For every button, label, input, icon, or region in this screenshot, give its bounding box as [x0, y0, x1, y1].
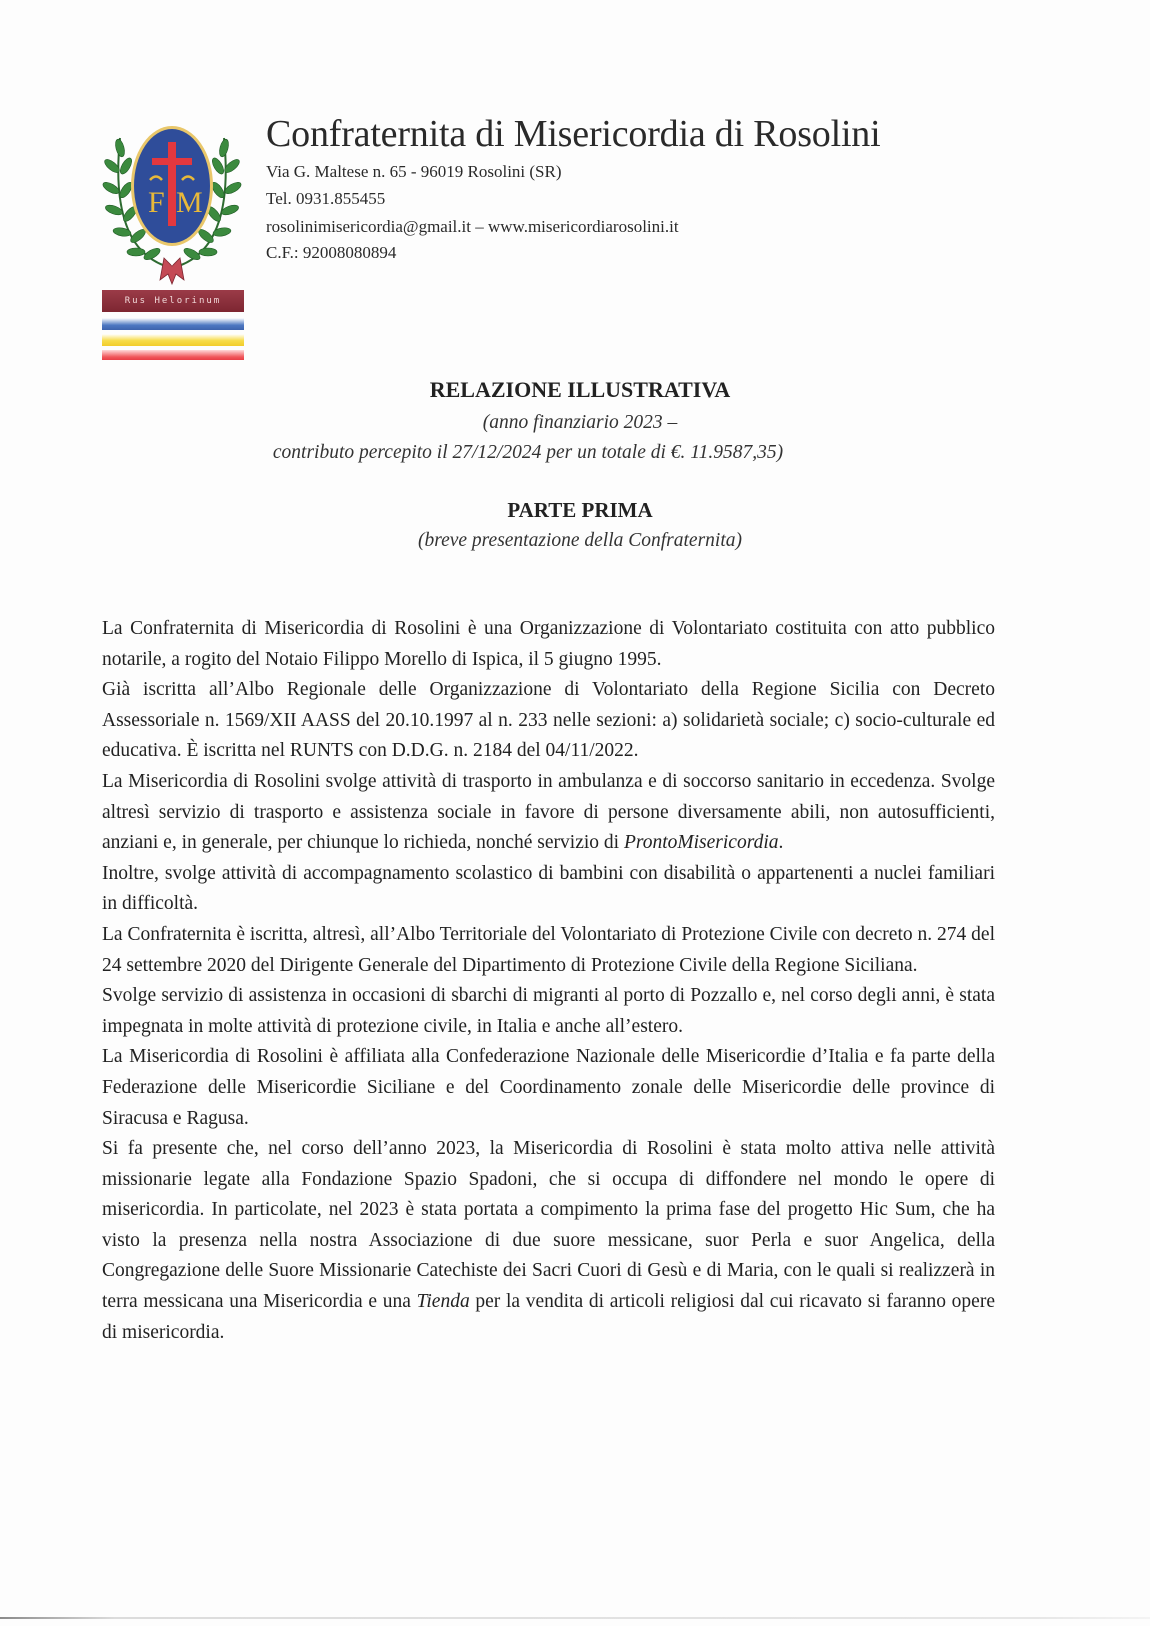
paragraph-italic: ProntoMisericordia — [623, 832, 779, 854]
document-subtitle-line1: (anno finanziario 2023 – — [482, 412, 678, 433]
logo-band-red — [102, 350, 244, 360]
paragraph: Inoltre, svolge attività di accompagnamento scolastico di bambini con disabilità o appartenenti a nuclei familiari in difficoltà. — [102, 862, 995, 915]
organization-phone: Tel. 0931.855455 — [266, 189, 386, 208]
document-body — [102, 614, 995, 1348]
organization-tax-code: C.F.: 92008080894 — [266, 243, 397, 262]
document-title: RELAZIONE ILLUSTRATIVA — [429, 377, 731, 402]
logo-letter-m: M — [176, 186, 203, 219]
paragraph — [102, 1134, 995, 1348]
paragraph-italic: Tienda — [416, 1291, 470, 1313]
section-subtitle: (breve presentazione della Confraternita) — [417, 530, 743, 551]
paragraph-text: per la vendita di articoli religiosi dal cui ricavato si faranno opere di misericordia. — [102, 1291, 995, 1343]
paragraph-text: Si fa presente che, nel corso dell’anno 2023, la Misericordia di Rosolini è stata molto attiva nelle attività missionarie legate alla Fondazione Spazio Spadoni, che si occupa di diffondere nel mondo le opere di misericordia. In particolate, nel 2023 è stata portata a compimento la prima fase del progetto Hic Sum, che ha visto la presenza nella nostra Associazione di due suore messicane, suor Perla e suor Angelica, della Congregazione delle Suore Missionarie Catechiste dei Sacri Cuori di Gesù e di Maria, con le quali si realizzerà in terra messicana una Misericordia e una — [102, 1138, 995, 1313]
paragraph-text: . — [778, 832, 784, 854]
ribbon-icon — [160, 258, 184, 284]
organization-contacts: rosolinimisericordia@gmail.it – www.misericordiarosolini.it — [266, 217, 679, 236]
logo-band-yellow — [102, 334, 244, 346]
logo-band-name: Rus Helorinum — [102, 290, 244, 312]
paragraph: Già iscritta all’Albo Regionale delle Organizzazione di Volontariato della Regione Sicilia con Decreto Assessoriale n. 1569/XII AASS del 20.10.1997 al n. 233 nelle sezioni: a) solidarietà sociale; c) socio-culturale ed educativa. È iscritta nel RUNTS con D.D.G. n. 2184 del 04/11/2022. — [102, 679, 995, 762]
logo-band-blue — [102, 318, 244, 330]
paragraph: La Confraternita è iscritta, altresì, all’Albo Territoriale del Volontariato di Protezione Civile con decreto n. 274 del 24 settembre 2020 del Dirigente Generale del Dipartimento di Protezione Civile della Regione Siciliana. — [102, 923, 995, 976]
scan-bottom-edge — [0, 1617, 1150, 1619]
misericordia-logo — [102, 108, 242, 348]
logo-letter-f: F — [148, 186, 165, 219]
paragraph-text: La Misericordia di Rosolini svolge attività di trasporto in ambulanza e di soccorso sanitario in eccedenza. Svolge altresì servizio di trasporto e assistenza sociale in favore di persone diversamente abili, non autosufficienti, anziani e, in generale, per chiunque lo richieda, nonché servizio di — [102, 770, 995, 854]
paragraph: Svolge servizio di assistenza in occasioni di sbarchi di migranti al porto di Pozzallo e, nel corso degli anni, è stata impegnata in molte attività di protezione civile, in Italia e anche all’estero. — [102, 985, 995, 1037]
paragraph: La Confraternita di Misericordia di Rosolini è una Organizzazione di Volontariato costituita con atto pubblico notarile, a rogito del Notaio Filippo Morello di Ispica, il 5 giugno 1995. — [102, 618, 995, 670]
section-title: PARTE PRIMA — [507, 498, 653, 522]
emblem-icon — [102, 108, 242, 288]
paragraph — [102, 767, 995, 859]
organization-address: Via G. Maltese n. 65 - 96019 Rosolini (SR) — [266, 162, 562, 181]
paragraph: La Misericordia di Rosolini è affiliata alla Confederazione Nazionale delle Misericordie d’Italia e fa parte della Federazione delle Misericordie Siciliane e del Coordinamento zonale delle Misericordie delle province di Siracusa e Ragusa. — [102, 1046, 995, 1129]
document-subtitle-line2: contributo percepito il 27/12/2024 per un totale di €. 11.9587,35) — [272, 442, 784, 463]
organization-name: Confraternita di Misericordia di Rosolini — [266, 113, 881, 155]
